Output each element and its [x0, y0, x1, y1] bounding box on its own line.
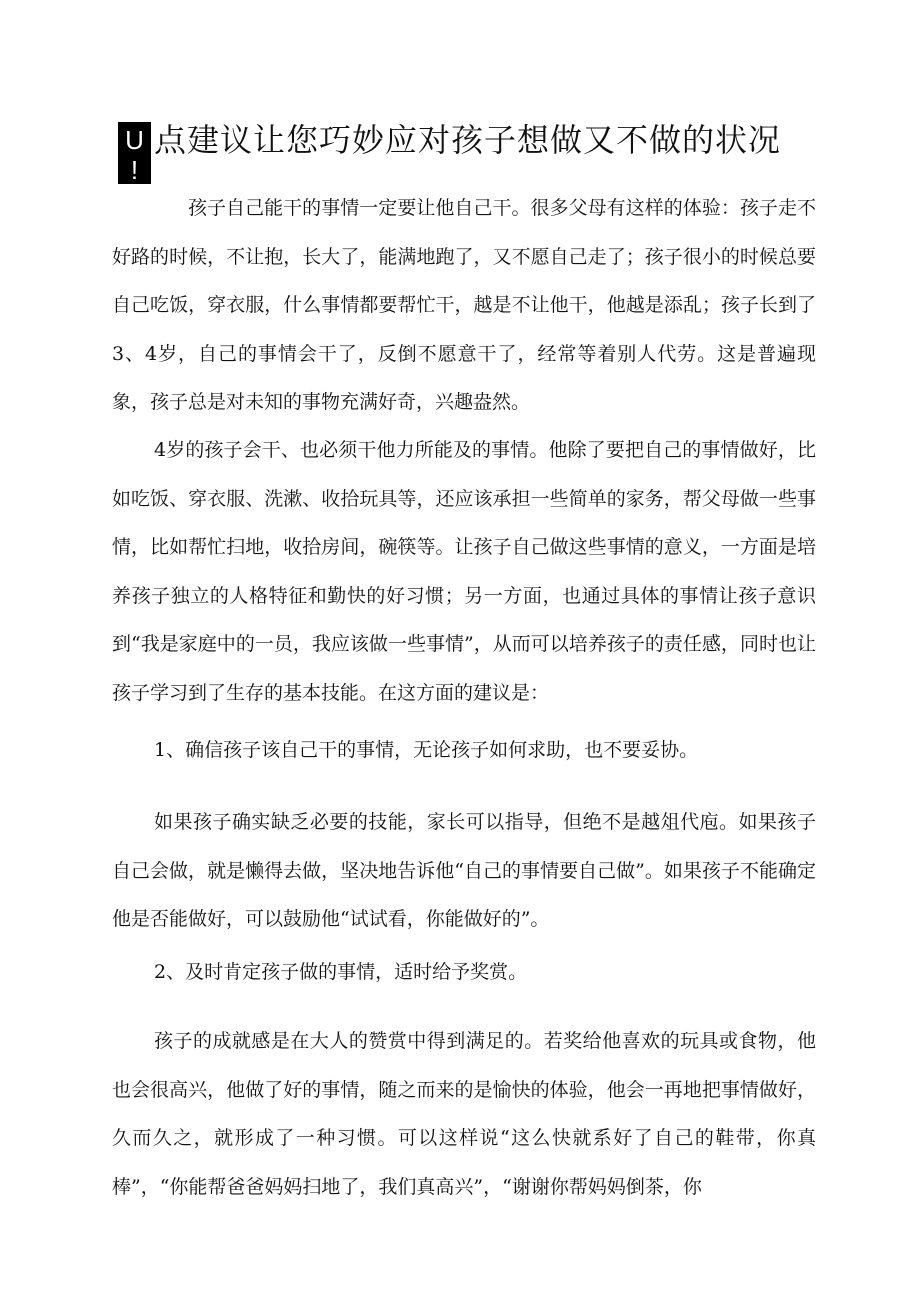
paragraph-3: 如果孩子确实缺乏必要的技能，家长可以指导，但绝不是越俎代庖。如果孩子自己会做，就是懒得去做，坚决地告诉他“自己的事情要自己做”。如果孩子不能确定他是否能做好，可以鼓励他“试试看，你能做好的”。: [112, 811, 816, 930]
suggestion-2: 2、及时肯定孩子做的事情，适时给予奖赏。: [154, 961, 528, 983]
paragraph-2: 4岁的孩子会干、也必须干他力所能及的事情。他除了要把自己的事情做好，比如吃饭、穿衣服、洗漱、收拾玩具等，还应该承担一些简单的家务，帮父母做一些事情，比如帮忙扫地，收拾房间，碗筷等。让孩子自己做这些事情的意义，一方面是培养孩子独立的人格特征和勤快的好习惯；另一方面，也通过具体的事情让孩子意识到“我是家庭中的一员，我应该做一些事情”，从而可以培养孩子的责任感，同时也让孩子学习到了生存的基本技能。在这方面的建议是：: [112, 439, 816, 704]
paragraph-4: 孩子的成就感是在大人的赞赏中得到满足的。若奖给他喜欢的玩具或食物，他也会很高兴，他做了好的事情，随之而来的是愉快的体验，他会一再地把事情做好，久而久之，就形成了一种习惯。可以这样说“这么快就系好了自己的鞋带，你真棒”，“你能帮爸爸妈妈扫地了，我们真高兴”，“谢谢你帮妈妈倒茶，你: [112, 1030, 816, 1198]
suggestion-1: 1、确信孩子该自己干的事情，无论孩子如何求助，也不要妥协。: [154, 739, 699, 761]
title-badge-bottom: !: [130, 155, 139, 184]
title-badge: [118, 122, 151, 184]
paragraph-1: 孩子自己能干的事情一定要让他自己干。很多父母有这样的体验：孩子走不好路的时候，不让抱，长大了，能满地跑了，又不愿自己走了；孩子很小的时候总要自己吃饭，穿衣服，什么事情都要帮忙干，越是不让他干，他越是添乱；孩子长到了3、4岁，自己的事情会干了，反倒不愿意干了，经常等着别人代劳。这是普遍现象，孩子总是对未知的事物充满好奇，兴趣盎然。: [112, 197, 816, 413]
title-row: [118, 118, 838, 188]
title-badge-top: U: [125, 125, 144, 155]
page-title: 点建议让您巧妙应对孩子想做又不做的状况: [154, 121, 782, 159]
